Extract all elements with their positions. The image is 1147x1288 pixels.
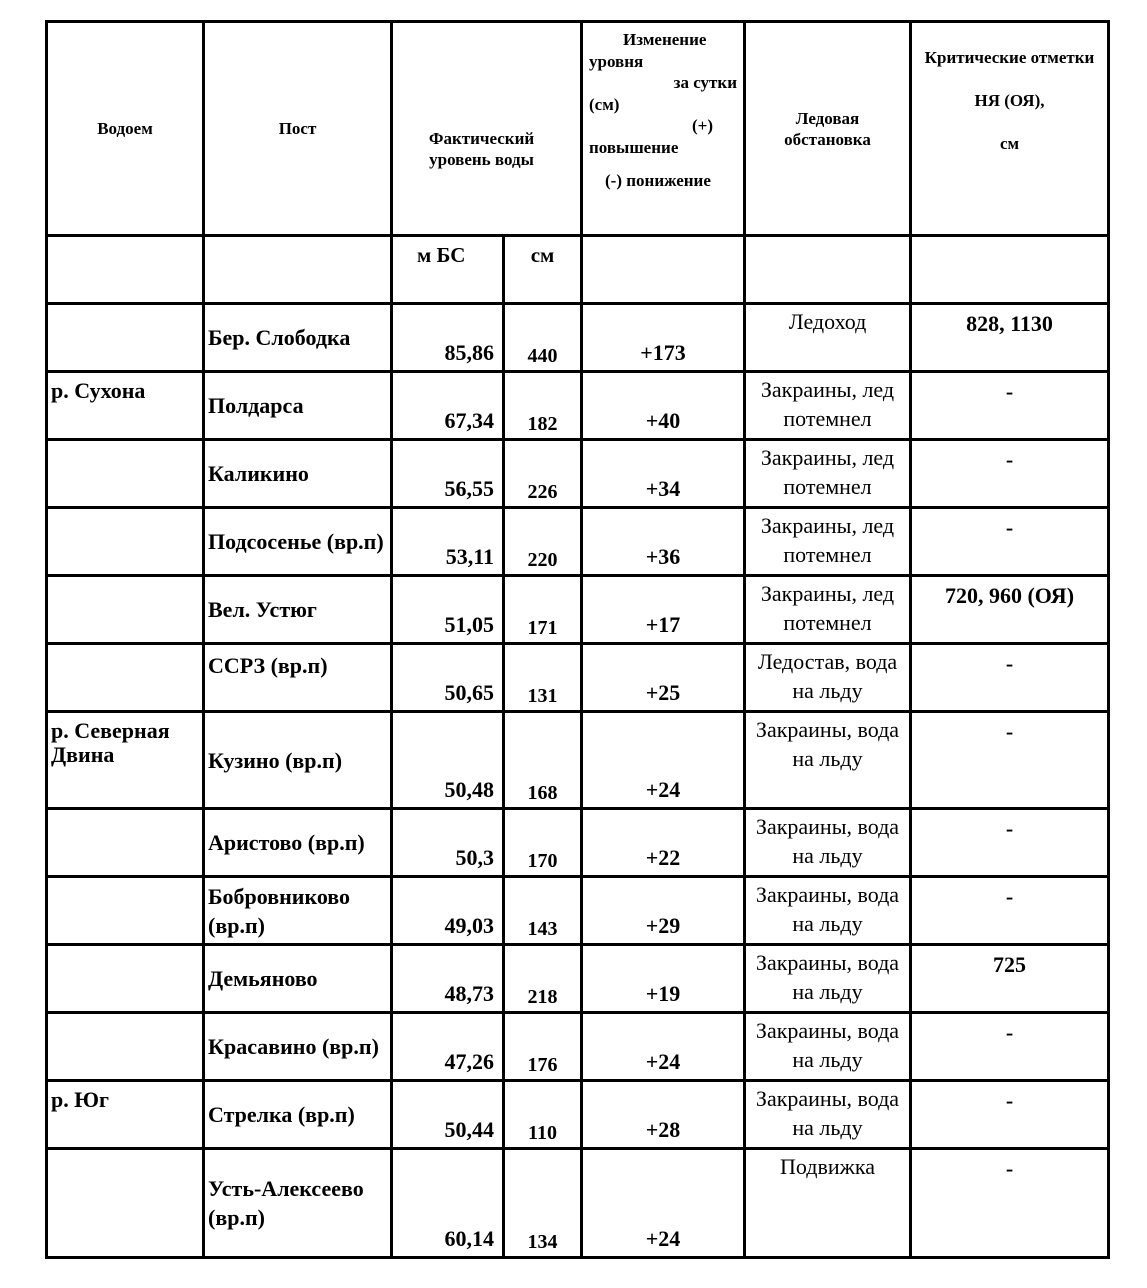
header-change <box>582 22 745 236</box>
river-name <box>48 509 202 515</box>
post-cell <box>204 440 392 508</box>
level-m-value: 50,44 <box>444 1117 494 1142</box>
level-cm-value: 131 <box>527 685 558 707</box>
critical-value: - <box>1005 651 1014 676</box>
critical-cell <box>911 372 1109 440</box>
change-value: +19 <box>645 981 681 1006</box>
level-cm-value: 171 <box>527 617 558 639</box>
critical-cell <box>911 440 1109 508</box>
ice-cell <box>745 440 911 508</box>
level-cm-value: 170 <box>527 850 558 872</box>
level-cm-value: 176 <box>527 1054 558 1076</box>
change-cell <box>582 877 745 945</box>
critical-cell <box>911 945 1109 1013</box>
post-cell <box>204 712 392 809</box>
change-cell <box>582 712 745 809</box>
critical-cell <box>911 877 1109 945</box>
header-ice-text: Ледовая обстановка <box>784 108 871 149</box>
river-cell <box>47 644 204 712</box>
table-row <box>47 945 1109 1013</box>
header-change-line1: Изменение <box>623 30 707 49</box>
level-m-value: 85,86 <box>444 340 494 365</box>
post-name: Демьяново <box>208 966 318 991</box>
level-m-cell <box>392 304 504 372</box>
post-name: Красавино (вр.п) <box>208 1034 379 1059</box>
header-critical-line2: НЯ (ОЯ), <box>974 91 1045 110</box>
change-value: +24 <box>645 1049 681 1074</box>
critical-cell <box>911 644 1109 712</box>
critical-value: - <box>1005 515 1014 540</box>
level-m-value: 50,48 <box>444 777 494 802</box>
ice-condition: Закраины, вода на льду <box>755 1018 900 1072</box>
level-m-value: 56,55 <box>444 476 494 501</box>
table-row <box>47 877 1109 945</box>
post-name: Аристово (вр.п) <box>208 830 365 855</box>
table-row <box>47 809 1109 877</box>
river-name <box>48 1014 202 1020</box>
unit-m-bs <box>392 236 504 304</box>
critical-value: - <box>1005 719 1014 744</box>
table-row <box>47 1081 1109 1149</box>
river-name <box>48 810 202 816</box>
ice-condition: Закраины, вода на льду <box>755 814 900 868</box>
level-cm-value: 143 <box>527 918 558 940</box>
level-cm-cell <box>504 576 582 644</box>
critical-value: - <box>1005 884 1014 909</box>
change-value: +29 <box>645 913 681 938</box>
level-cm-cell <box>504 440 582 508</box>
level-m-cell <box>392 945 504 1013</box>
river-name <box>48 441 202 447</box>
header-actual-level <box>392 22 582 236</box>
header-ice <box>745 22 911 236</box>
level-cm-value: 218 <box>527 986 558 1008</box>
unit-cm-label: см <box>530 243 555 267</box>
ice-condition: Закраины, вода на льду <box>755 950 900 1004</box>
critical-value: 828, 1130 <box>966 311 1053 336</box>
header-change-line5: (+) <box>691 116 713 135</box>
river-cell <box>47 1149 204 1258</box>
change-value: +28 <box>645 1117 681 1142</box>
critical-cell <box>911 809 1109 877</box>
river-name <box>48 645 202 651</box>
table-row <box>47 1013 1109 1081</box>
river-cell <box>47 1081 204 1149</box>
level-cm-value: 440 <box>527 345 558 367</box>
header-change-line6: повышение <box>589 137 679 157</box>
post-cell <box>204 877 392 945</box>
level-m-value: 53,11 <box>445 544 494 569</box>
header-change-line4: (см) <box>589 94 620 114</box>
critical-value: - <box>1005 816 1014 841</box>
level-cm-value: 110 <box>528 1122 557 1144</box>
ice-cell <box>745 576 911 644</box>
ice-condition: Закраины, лед потемнел <box>760 445 895 499</box>
unit-cm <box>504 236 582 304</box>
river-name <box>48 946 202 952</box>
post-cell <box>204 809 392 877</box>
post-cell <box>204 372 392 440</box>
level-m-cell <box>392 809 504 877</box>
level-m-value: 60,14 <box>444 1226 494 1251</box>
ice-cell <box>745 644 911 712</box>
post-cell <box>204 644 392 712</box>
critical-cell <box>911 508 1109 576</box>
change-value: +17 <box>645 612 681 637</box>
rows-body <box>47 304 1109 1258</box>
ice-cell <box>745 1149 911 1258</box>
level-m-value: 49,03 <box>444 913 494 938</box>
change-cell <box>582 508 745 576</box>
river-name: р. Юг <box>51 1087 109 1112</box>
river-cell <box>47 508 204 576</box>
critical-cell <box>911 712 1109 809</box>
river-cell <box>47 712 204 809</box>
critical-cell <box>911 1013 1109 1081</box>
post-cell <box>204 304 392 372</box>
river-cell <box>47 304 204 372</box>
ice-condition: Закраины, лед потемнел <box>760 581 895 635</box>
table-row <box>47 304 1109 372</box>
level-cm-cell <box>504 508 582 576</box>
critical-value: - <box>1005 1020 1014 1045</box>
header-actual-level-text: Фактический уровень воды <box>428 128 535 169</box>
change-value: +40 <box>645 408 681 433</box>
ice-condition: Ледоход <box>788 309 867 334</box>
level-m-cell <box>392 644 504 712</box>
change-cell <box>582 809 745 877</box>
critical-cell <box>911 1149 1109 1258</box>
river-cell <box>47 1013 204 1081</box>
critical-value: - <box>1005 447 1014 472</box>
post-cell <box>204 1013 392 1081</box>
change-cell <box>582 1013 745 1081</box>
change-cell <box>582 1149 745 1258</box>
critical-value: - <box>1005 1156 1014 1181</box>
unit-empty-3 <box>582 236 745 304</box>
post-name: Вел. Устюг <box>208 597 317 622</box>
river-cell <box>47 877 204 945</box>
unit-empty-1 <box>47 236 204 304</box>
ice-condition: Подвижка <box>780 1154 875 1179</box>
level-cm-cell <box>504 644 582 712</box>
level-cm-cell <box>504 877 582 945</box>
change-value: +24 <box>645 1226 681 1251</box>
header-change-line3: за сутки <box>673 73 737 92</box>
river-cell <box>47 372 204 440</box>
post-name: Бер. Слободка <box>208 325 351 350</box>
ice-condition: Закраины, вода на льду <box>755 1086 900 1140</box>
critical-value: 725 <box>993 952 1026 977</box>
level-m-cell <box>392 1013 504 1081</box>
level-m-cell <box>392 712 504 809</box>
river-name <box>48 1150 202 1156</box>
change-cell <box>582 372 745 440</box>
level-cm-value: 182 <box>527 413 558 435</box>
level-m-cell <box>392 877 504 945</box>
level-cm-cell <box>504 712 582 809</box>
table-row <box>47 372 1109 440</box>
post-name: Каликино <box>208 461 309 486</box>
header-change-line2: уровня <box>589 51 644 71</box>
level-m-cell <box>392 440 504 508</box>
table-row <box>47 644 1109 712</box>
change-value: +24 <box>645 777 681 802</box>
level-cm-cell <box>504 304 582 372</box>
river-cell <box>47 440 204 508</box>
post-cell <box>204 1081 392 1149</box>
level-m-value: 51,05 <box>444 612 494 637</box>
level-cm-cell <box>504 809 582 877</box>
river-name: р. Северная Двина <box>51 718 170 767</box>
level-m-cell <box>392 508 504 576</box>
post-name: Стрелка (вр.п) <box>208 1102 355 1127</box>
critical-value: 720, 960 (ОЯ) <box>944 583 1075 608</box>
post-name: Подсосенье (вр.п) <box>208 529 384 554</box>
critical-value: - <box>1005 1088 1014 1113</box>
level-cm-value: 134 <box>527 1231 558 1253</box>
level-m-cell <box>392 372 504 440</box>
level-cm-cell <box>504 1149 582 1258</box>
ice-cell <box>745 372 911 440</box>
level-m-value: 67,34 <box>444 408 494 433</box>
change-cell <box>582 440 745 508</box>
post-name: Бобровниково (вр.п) <box>208 883 351 938</box>
critical-cell <box>911 304 1109 372</box>
ice-condition: Ледостав, вода на льду <box>757 649 898 703</box>
ice-condition: Закраины, вода на льду <box>755 882 900 936</box>
unit-empty-2 <box>204 236 392 304</box>
river-name: р. Сухона <box>51 378 146 403</box>
river-cell <box>47 576 204 644</box>
change-cell <box>582 304 745 372</box>
ice-cell <box>745 508 911 576</box>
table-row <box>47 576 1109 644</box>
unit-empty-5 <box>911 236 1109 304</box>
ice-cell <box>745 712 911 809</box>
unit-empty-4 <box>745 236 911 304</box>
level-m-cell <box>392 576 504 644</box>
post-cell <box>204 945 392 1013</box>
river-cell <box>47 945 204 1013</box>
critical-value: - <box>1005 379 1014 404</box>
post-cell <box>204 508 392 576</box>
header-post: Пост <box>204 22 392 236</box>
change-value: +34 <box>645 476 681 501</box>
table-row <box>47 508 1109 576</box>
water-level-table <box>45 20 1110 1259</box>
critical-cell <box>911 576 1109 644</box>
post-name: ССРЗ (вр.п) <box>208 653 328 678</box>
river-cell <box>47 809 204 877</box>
ice-cell <box>745 809 911 877</box>
change-value: +22 <box>645 845 681 870</box>
header-change-line7: (-) понижение <box>605 171 711 190</box>
river-name <box>48 305 202 311</box>
level-m-value: 50,3 <box>455 845 494 870</box>
level-cm-cell <box>504 372 582 440</box>
level-cm-cell <box>504 1013 582 1081</box>
level-m-value: 50,65 <box>444 680 494 705</box>
ice-condition: Закраины, вода на льду <box>755 717 900 771</box>
ice-cell <box>745 877 911 945</box>
level-m-cell <box>392 1081 504 1149</box>
ice-cell <box>745 945 911 1013</box>
post-cell <box>204 576 392 644</box>
unit-m-bs-label: м БС <box>417 243 466 267</box>
river-name <box>48 577 202 583</box>
post-cell <box>204 1149 392 1258</box>
post-name: Кузино (вр.п) <box>208 747 343 773</box>
post-name: Полдарса <box>208 393 304 418</box>
header-critical-line1: Критические отметки <box>924 48 1095 67</box>
change-cell <box>582 576 745 644</box>
header-critical <box>911 22 1109 236</box>
level-cm-value: 168 <box>527 782 558 804</box>
river-name <box>48 878 202 884</box>
header-critical-line3: см <box>999 134 1020 153</box>
ice-condition: Закраины, лед потемнел <box>760 513 895 567</box>
ice-cell <box>745 1081 911 1149</box>
change-value: +36 <box>645 544 681 569</box>
level-cm-value: 226 <box>527 481 558 503</box>
change-cell <box>582 1081 745 1149</box>
critical-cell <box>911 1081 1109 1149</box>
ice-cell <box>745 304 911 372</box>
level-cm-cell <box>504 945 582 1013</box>
level-m-cell <box>392 1149 504 1258</box>
header-reservoir: Водоем <box>47 22 204 236</box>
change-cell <box>582 945 745 1013</box>
table-row <box>47 712 1109 809</box>
level-cm-value: 220 <box>527 549 558 571</box>
level-m-value: 48,73 <box>444 981 494 1006</box>
ice-condition: Закраины, лед потемнел <box>760 377 895 431</box>
table-row <box>47 1149 1109 1258</box>
change-cell <box>582 644 745 712</box>
level-cm-cell <box>504 1081 582 1149</box>
change-value: +25 <box>645 680 681 705</box>
post-name: Усть-Алексеево (вр.п) <box>208 1176 364 1230</box>
change-value: +173 <box>640 340 686 365</box>
table-row <box>47 440 1109 508</box>
ice-cell <box>745 1013 911 1081</box>
level-m-value: 47,26 <box>444 1049 494 1074</box>
